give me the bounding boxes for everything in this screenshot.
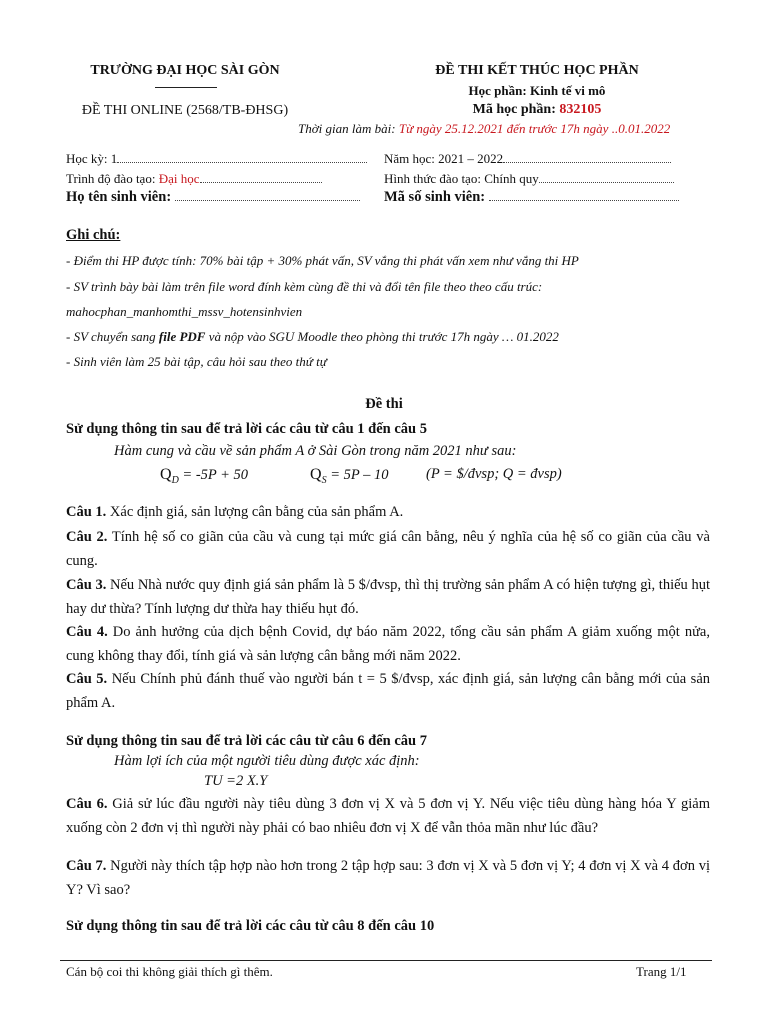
- question-5: [66, 667, 710, 715]
- student-id-label: Mã số sinh viên: [384, 189, 481, 205]
- student-name-label: Họ tên sinh viên: [66, 189, 167, 205]
- supply-sub: S: [321, 474, 327, 486]
- course-value: Kinh tế vi mô: [529, 83, 606, 98]
- level-label: Trình độ đào tạo:: [66, 171, 156, 186]
- student-name-dots: [175, 189, 360, 201]
- question-2-label: Câu 2.: [66, 529, 108, 545]
- level-dots: [200, 171, 322, 183]
- demand-formula: [160, 466, 248, 486]
- section-1-intro: Hàm cung và cầu về sản phẩm A ở Sài Gòn trong năm 2021 như sau:: [114, 443, 517, 459]
- section-2-heading: Sử dụng thông tin sau để trả lời các câu từ câu 6 đến câu 7: [66, 733, 427, 749]
- level-field: [66, 171, 322, 187]
- school-name: TRƯỜNG ĐẠI HỌC SÀI GÒN: [90, 63, 280, 78]
- utility-formula: TU =2 X.Y: [204, 773, 268, 789]
- question-3-text: Nếu Nhà nước quy định giá sản phẩm là 5 $/đvsp, thì thị trường sản phẩm A có hiện tượng gì, thiếu hụt hay dư thừa? Tính lượng dư thừa hay thiếu hụt đó.: [66, 577, 710, 617]
- question-6-label: Câu 6.: [66, 796, 108, 812]
- question-6-text: Giả sử lúc đầu người này tiêu dùng 3 đơn vị X và 5 đơn vị Y. Nếu việc tiêu dùng hàng hóa Y giảm xuống còn 2 đơn vị thì người này phải có bao nhiêu đơn vị X để vẫn thỏa mãn như lúc đầu?: [66, 796, 710, 836]
- course-label: Học phần:: [468, 83, 527, 98]
- semester-label: Học kỳ:: [66, 151, 108, 166]
- question-1-text: Xác định giá, sản lượng cân bằng của sản phẩm A.: [106, 504, 404, 520]
- student-id-field: Mã số sinh viên:: [384, 189, 679, 206]
- supply-q: Q: [310, 466, 322, 483]
- semester-value: 1: [110, 151, 118, 166]
- footer-rule: [60, 960, 712, 961]
- form-field: [384, 171, 674, 187]
- supply-formula: [310, 466, 388, 486]
- question-1-label: Câu 1.: [66, 504, 107, 520]
- question-6: [66, 792, 710, 840]
- note-2a: - SV trình bày bài làm trên file word đính kèm cùng đề thi và đổi tên file theo theo cấu trúc:: [66, 279, 543, 294]
- year-field: [384, 151, 671, 167]
- exam-title: ĐỀ THI KẾT THÚC HỌC PHẦN: [435, 63, 639, 78]
- question-2: [66, 525, 710, 573]
- section-3-heading: Sử dụng thông tin sau để trả lời các câu từ câu 8 đến câu 10: [66, 918, 435, 934]
- year-value: 2021 – 2022: [438, 151, 504, 166]
- notes-title: Ghi chú:: [66, 227, 121, 243]
- note-1: - Điểm thi HP được tính: 70% bài tập + 30% phát vấn, SV vắng thi phát vấn xem như vắng thi HP: [66, 253, 579, 268]
- course-line: [392, 83, 682, 99]
- footer-note: Cán bộ coi thi không giải thích gì thêm.: [66, 964, 273, 979]
- semester-dots: [117, 151, 367, 163]
- form-dots: [539, 171, 674, 183]
- note-2b: mahocphan_manhomthi_mssv_hotensinhvien: [66, 304, 303, 319]
- demand-sub: D: [171, 474, 179, 486]
- student-name-field: Họ tên sinh viên:: [66, 189, 360, 206]
- question-2-text: Tính hệ số co giãn của cầu và cung tại mức giá cân bằng, nêu ý nghĩa của hệ số co giãn của cầu và cung.: [66, 529, 710, 569]
- question-7-text: Người này thích tập hợp nào hơn trong 2 tập hợp sau: 3 đơn vị X và 5 đơn vị Y; 4 đơn vị X và 4 đơn vị Y? Vì sao?: [66, 858, 710, 898]
- demand-rest: = -5P + 50: [178, 467, 249, 483]
- student-id-dots: [489, 189, 679, 201]
- semester-field: [66, 151, 367, 167]
- note-3-post: và nộp vào SGU Moodle theo phòng thi trước 17h ngày … 01.2022: [205, 329, 559, 344]
- question-7: [66, 854, 710, 902]
- course-code-label: Mã học phần:: [472, 102, 556, 117]
- level-value: Đại học: [158, 171, 200, 186]
- question-7-label: Câu 7.: [66, 858, 107, 874]
- units-note: (P = $/đvsp; Q = đvsp): [426, 466, 562, 482]
- exam-online-label: ĐỀ THI ONLINE (2568/TB-ĐHSG): [81, 103, 289, 118]
- question-3: [66, 573, 710, 621]
- question-3-label: Câu 3.: [66, 577, 107, 593]
- note-3-bold: file PDF: [158, 329, 206, 344]
- school-underline: [155, 87, 217, 88]
- question-4-text: Do ảnh hưởng của dịch bệnh Covid, dự báo năm 2022, tổng cầu sản phẩm A giảm xuống một nửa, cung không thay đổi, tính giá và sản lượng cân bằng mới năm 2022.: [66, 624, 710, 664]
- note-4: - Sinh viên làm 25 bài tập, câu hỏi sau theo thứ tự: [66, 354, 327, 369]
- question-5-text: Nếu Chính phủ đánh thuế vào người bán t = 5 $/đvsp, xác định giá, sản lượng cân bằng mới của sản phẩm A.: [66, 671, 710, 711]
- form-value: Chính quy: [484, 171, 539, 186]
- question-4: [66, 620, 710, 668]
- course-code-line: [392, 102, 682, 118]
- year-dots: [503, 151, 671, 163]
- note-3: [66, 329, 559, 345]
- form-label: Hình thức đào tạo:: [384, 171, 481, 186]
- year-label: Năm học:: [384, 151, 435, 166]
- section-2-intro: Hàm lợi ích của một người tiêu dùng được xác định:: [114, 753, 420, 769]
- exam-heading: Đề thi: [365, 396, 403, 412]
- page-number: Trang 1/1: [636, 964, 687, 979]
- supply-rest: = 5P – 10: [326, 467, 389, 483]
- exam-time-value: Từ ngày 25.12.2021 đến trước 17h ngày ..0.01.2022: [398, 121, 671, 136]
- question-5-label: Câu 5.: [66, 671, 108, 687]
- section-1-heading: Sử dụng thông tin sau để trả lời các câu từ câu 1 đến câu 5: [66, 421, 427, 437]
- question-4-label: Câu 4.: [66, 624, 108, 640]
- course-code-value: 832105: [559, 102, 602, 117]
- note-3-pre: - SV chuyển sang: [66, 329, 159, 344]
- demand-q: Q: [160, 466, 172, 483]
- exam-time-line: [298, 121, 670, 137]
- exam-time-label: Thời gian làm bài:: [298, 121, 396, 136]
- question-1: [66, 500, 710, 524]
